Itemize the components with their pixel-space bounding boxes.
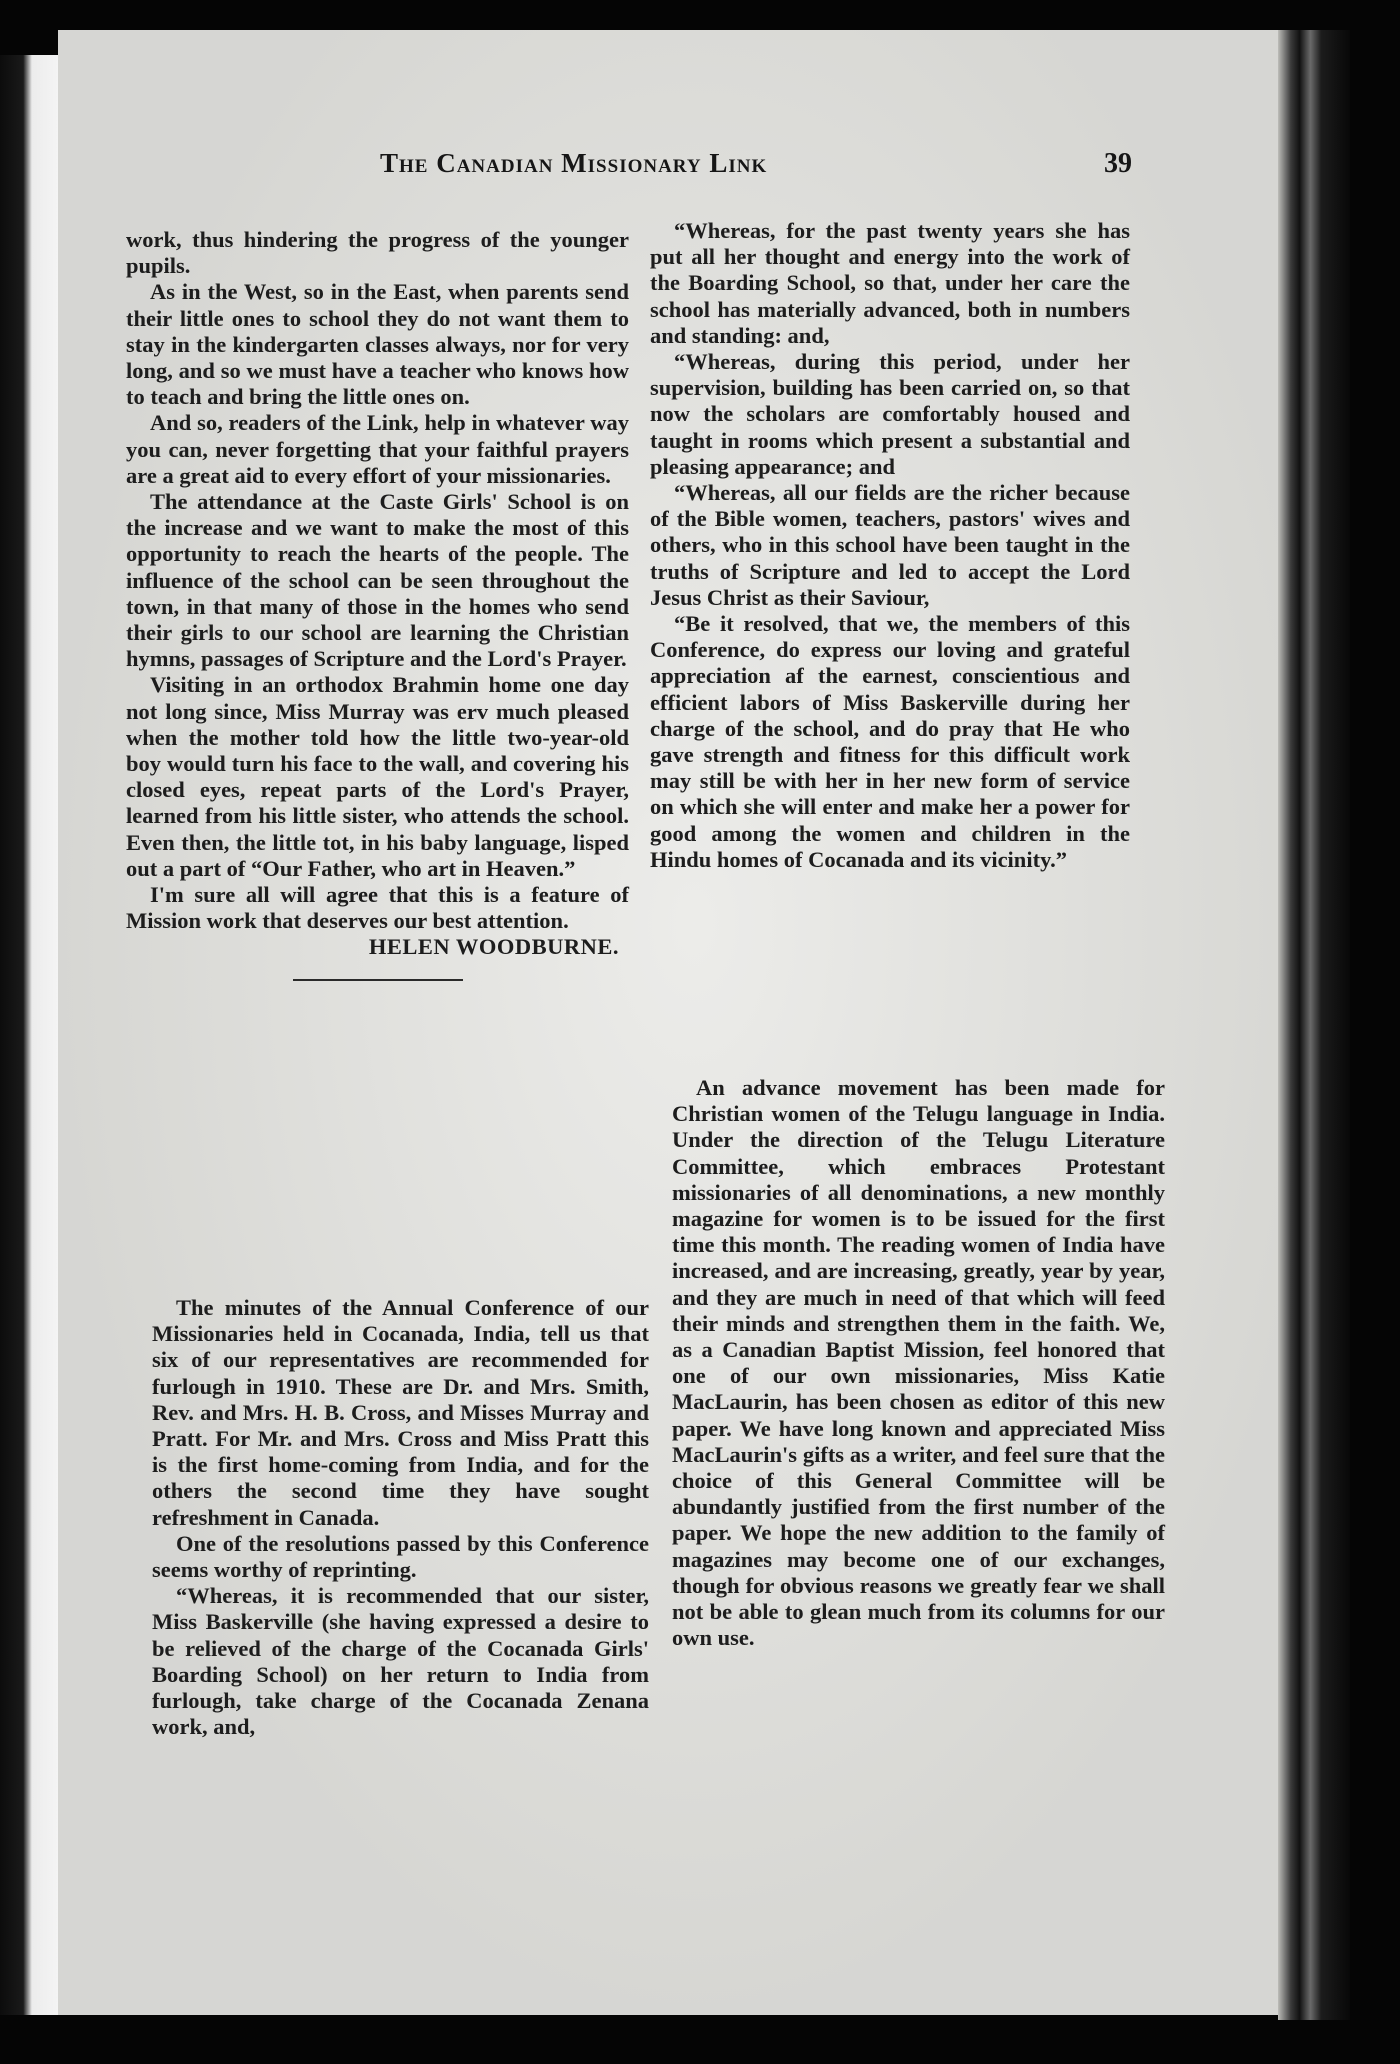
running-header: The Canadian Missionary Link: [380, 148, 768, 178]
paragraph: “Whereas, for the past twenty years she has put all her thought and energy into the work of the Boarding School, so that, under her care the school has materially advanced, both in numbers and standing: and,: [650, 218, 1130, 348]
paragraph: “Whereas, all our fields are the richer because of the Bible women, teachers, pastors' wives and others, who in this school have been taught in the truths of Scripture and led to accept the Lord Jesus Christ as their Saviour,: [650, 480, 1130, 610]
left-column-lower: [152, 1295, 649, 1740]
author-signature: HELEN WOODBURNE.: [368, 934, 619, 960]
paragraph: “Whereas, it is recommended that our sister, Miss Baskerville (she having expressed a desire to be relieved of the charge of the Cocanada Girls' Boarding School) on her return to India from furlough, take charge of the Cocanada Zenana work, and,: [152, 1583, 649, 1740]
paragraph: I'm sure all will agree that this is a feature of Mission work that deserves our best attention.: [126, 882, 629, 934]
paragraph: As in the West, so in the East, when parents send their little ones to school they do not want them to stay in the kindergarten classes always, nor for very long, and so we must have a teacher who knows how to teach and bring the little ones on.: [126, 279, 629, 410]
paragraph: An advance movement has been made for Christian women of the Telugu language in India. Under the direction of the Telugu Literature Committee, which embraces Protestant missionaries of all denominations, a new monthly magazine for women is to be issued for the first time this month. The reading women of India have increased, and are increasing, greatly, year by year, and they are much in need of that which will feed their minds and strengthen them in the faith. We, as a Canadian Baptist Mission, feel honored that one of our own missionaries, Miss Katie MacLaurin, has been chosen as editor of this new paper. We have long known and appreciated Miss MacLaurin's gifts as a writer, and feel sure that the choice of this General Committee will be abundantly justified from the first number of the paper. We hope the new addition to the family of magazines may become one of our exchanges, though for obvious reasons we greatly fear we shall not be able to glean much from its columns for our own use.: [672, 1075, 1165, 1651]
left-page-edge: [0, 55, 58, 2015]
paragraph: Visiting in an orthodox Brahmin home one day not long since, Miss Murray was erv much pleased when the mother told how the little two-year-old boy would turn his face to the wall, and covering his closed eyes, repeat parts of the Lord's Prayer, learned from his little sister, who attends the school. Even then, the little tot, in his baby language, lisped out a part of “Our Father, who art in Heaven.”: [126, 672, 629, 881]
paragraph: The attendance at the Caste Girls' School is on the increase and we want to make the most of this opportunity to reach the hearts of the people. The influence of the school can be seen throughout the town, in that many of those in the homes who send their girls to our school are learning the Christian hymns, passages of Scripture and the Lord's Prayer.: [126, 489, 629, 672]
paragraph: work, thus hindering the progress of the younger pupils.: [126, 227, 629, 279]
section-divider: [293, 979, 463, 981]
paragraph: And so, readers of the Link, help in whatever way you can, never forgetting that your faithful prayers are a great aid to every effort of your missionaries.: [126, 410, 629, 488]
paragraph: The minutes of the Annual Conference of our Missionaries held in Cocanada, India, tell us that six of our representatives are recommended for furlough in 1910. These are Dr. and Mrs. Smith, Rev. and Mrs. H. B. Cross, and Misses Murray and Pratt. For Mr. and Mrs. Cross and Miss Pratt this is the first home-coming from India, and for the others the second time they have sought refreshment in Canada.: [152, 1295, 649, 1530]
page-number: 39: [1104, 148, 1132, 179]
paragraph: “Be it resolved, that we, the members of this Conference, do express our loving and grateful appreciation af the earnest, conscientious and efficient labors of Miss Baskerville during her charge of the school, and do pray that He who gave strength and fitness for this difficult work may still be with her in her new form of service on which she will enter and make her a power for good among the women and children in the Hindu homes of Cocanada and its vicinity.”: [650, 611, 1130, 872]
right-column-lower: [672, 1075, 1165, 1651]
right-column-upper: [650, 218, 1130, 873]
book-binding: [1278, 30, 1350, 2020]
left-column-upper: [126, 227, 629, 1003]
paragraph: One of the resolutions passed by this Conference seems worthy of reprinting.: [152, 1530, 649, 1583]
paragraph: “Whereas, during this period, under her supervision, building has been carried on, so that now the scholars are comfortably housed and taught in rooms which present a substantial and pleasing appearance; and: [650, 349, 1130, 479]
